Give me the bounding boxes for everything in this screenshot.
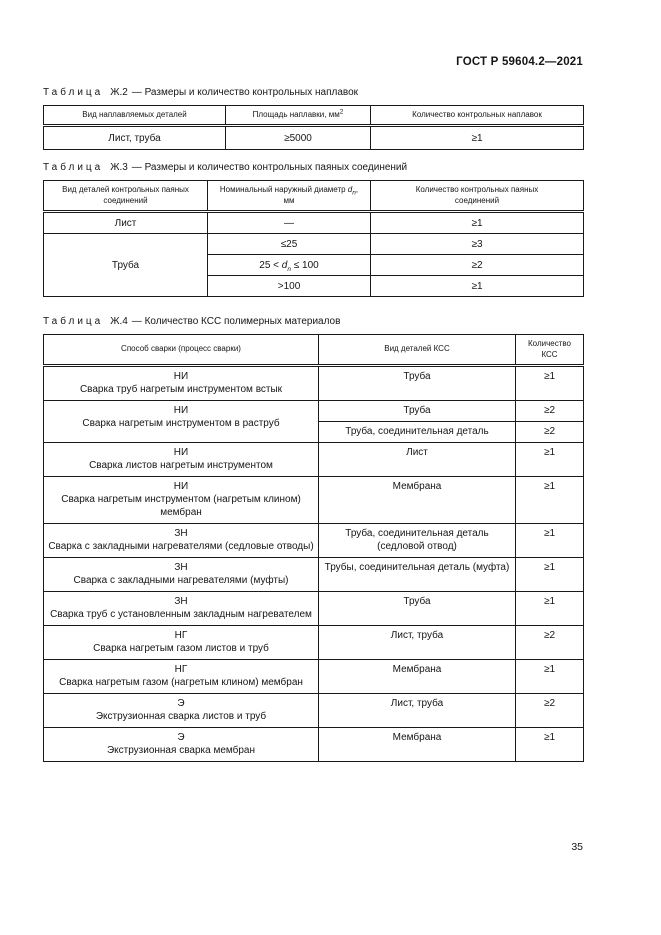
diameter-unit: мм — [283, 195, 295, 205]
detail-kind-cell: Лист, труба — [44, 126, 226, 150]
surfacing-qty-cell: ≥1 — [371, 126, 584, 150]
weld-process-cell — [44, 693, 319, 727]
doc-header: ГОСТ Р 59604.2—2021 — [456, 56, 583, 68]
weld-process-cell — [44, 400, 319, 442]
kss-qty-cell: ≥1 — [516, 727, 584, 761]
kss-qty-cell: ≥2 — [516, 693, 584, 727]
kss-qty-cell: ≥1 — [516, 365, 584, 400]
weld-process-desc: Сварка нагретым газом (нагретым клином) мембран — [59, 676, 303, 688]
weld-process-cell — [44, 523, 319, 557]
kss-detail-cell: Труба, соединительная деталь — [319, 421, 516, 442]
kss-qty-cell: ≥2 — [516, 625, 584, 659]
weld-process-code: НГ — [174, 629, 188, 641]
weld-process-cell — [44, 442, 319, 476]
table-row — [44, 234, 584, 255]
diameter-cell — [208, 255, 371, 276]
weld-process-desc: Экструзионная сварка мембран — [106, 744, 256, 756]
diameter-variable: d — [347, 185, 353, 195]
weld-process-cell — [44, 727, 319, 761]
diameter-range-variable: d — [281, 259, 288, 271]
joint-qty-line1: Количество контрольных паяных — [415, 185, 539, 195]
diameter-range-subscript: n — [287, 265, 291, 273]
table-zh2-header-row — [44, 106, 584, 126]
table-zh3-title-number: Ж.3 — [110, 162, 128, 174]
table-row — [44, 442, 584, 476]
table-zh2 — [43, 105, 584, 150]
surfacing-area-label: Площадь наплавки, мм — [252, 110, 340, 119]
column-header-nominal-diameter — [208, 181, 371, 212]
kss-detail-cell: Трубы, соединительная деталь (муфта) — [319, 557, 516, 591]
weld-process-desc: Сварка труб с установленным закладным нагревателем — [50, 608, 312, 620]
table-row — [44, 625, 584, 659]
diameter-subscript: n — [352, 189, 356, 197]
column-header-weld-process: Способ сварки (процесс сварки) — [44, 335, 319, 366]
table-row — [44, 727, 584, 761]
kss-qty-cell: ≥1 — [516, 557, 584, 591]
kss-qty-line2: КСС — [541, 349, 558, 359]
weld-process-code: ЗН — [174, 561, 188, 573]
kss-detail-cell: Труба — [319, 400, 516, 421]
table-row — [44, 557, 584, 591]
page-content — [43, 87, 583, 762]
diameter-range-pre: 25 < — [259, 259, 282, 271]
kss-detail-cell: Труба — [319, 365, 516, 400]
column-header-joint-qty — [371, 181, 584, 212]
kss-detail-cell: Мембрана — [319, 476, 516, 523]
diameter-cell: — — [208, 212, 371, 234]
weld-process-cell — [44, 591, 319, 625]
kss-detail-cell: Лист — [319, 442, 516, 476]
surfacing-area-superscript: 2 — [339, 108, 344, 116]
kss-detail-cell: Мембрана — [319, 659, 516, 693]
table-row — [44, 523, 584, 557]
table-row — [44, 212, 584, 234]
kss-qty-cell: ≥1 — [516, 476, 584, 523]
table-row — [44, 400, 584, 421]
table-zh3 — [43, 180, 584, 297]
weld-process-desc: Сварка листов нагретым инструментом — [89, 459, 273, 471]
weld-process-code: ЗН — [174, 595, 188, 607]
table-zh4-title — [43, 316, 583, 327]
joint-qty-cell: ≥3 — [371, 234, 584, 255]
table-zh4 — [43, 334, 584, 762]
joint-kind-cell: Труба — [44, 234, 208, 297]
table-zh2-title-text: — Размеры и количество контрольных наплавок — [131, 87, 359, 98]
joint-qty-cell: ≥1 — [371, 276, 584, 297]
table-row — [44, 591, 584, 625]
weld-process-cell — [44, 365, 319, 400]
table-zh3-title-text: — Размеры и количество контрольных паяных соединений — [131, 162, 408, 174]
kss-qty-line1: Количество — [528, 339, 571, 349]
weld-process-cell — [44, 625, 319, 659]
joint-qty-cell: ≥1 — [371, 212, 584, 234]
table-zh4-header-row — [44, 335, 584, 366]
weld-process-desc: Экструзионная сварка листов и труб — [95, 710, 267, 722]
kss-qty-cell: ≥2 — [516, 400, 584, 421]
kss-qty-cell: ≥1 — [516, 442, 584, 476]
weld-process-code: Э — [177, 697, 185, 709]
joint-detail-kind-line2: соединений — [103, 195, 148, 205]
kss-detail-cell: Лист, труба — [319, 625, 516, 659]
diameter-cell: >100 — [208, 276, 371, 297]
joint-qty-line2: соединений — [454, 195, 500, 205]
table-row — [44, 365, 584, 400]
table-zh4-title-number: Ж.4 — [110, 316, 128, 328]
weld-process-code: НИ — [173, 480, 189, 492]
table-zh2-title-word: Таблица — [43, 87, 104, 98]
weld-process-desc: Сварка труб нагретым инструментом встык — [79, 383, 283, 395]
diameter-cell: ≤25 — [208, 234, 371, 255]
kss-detail-cell: Труба, соединительная деталь (седловой отвод) — [319, 523, 516, 557]
table-row — [44, 476, 584, 523]
table-row — [44, 126, 584, 150]
weld-process-desc: Сварка с закладными нагревателями (седловые отводы) — [48, 540, 314, 552]
weld-process-code: Э — [177, 731, 185, 743]
weld-process-code: НИ — [173, 446, 189, 458]
weld-process-code: НИ — [173, 404, 189, 416]
kss-qty-cell: ≥2 — [516, 421, 584, 442]
weld-process-code: НГ — [174, 663, 188, 675]
kss-qty-cell: ≥1 — [516, 591, 584, 625]
weld-process-cell — [44, 476, 319, 523]
surfacing-area-cell: ≥5000 — [226, 126, 371, 150]
weld-process-desc: Сварка с закладными нагревателями (муфты) — [73, 574, 289, 586]
table-zh4-title-text: — Количество КСС полимерных материалов — [131, 316, 341, 328]
table-zh3-header-row — [44, 181, 584, 212]
table-zh4-title-word: Таблица — [43, 316, 104, 328]
weld-process-code: НИ — [173, 370, 189, 382]
column-header-surfacing-area — [226, 106, 371, 126]
diameter-label: Номинальный наружный диаметр — [219, 185, 348, 195]
column-header-detail-kind: Вид наплавляемых деталей — [44, 106, 226, 126]
table-zh3-title-word: Таблица — [43, 162, 104, 174]
table-row — [44, 693, 584, 727]
diameter-comma: , — [355, 185, 359, 195]
kss-qty-cell: ≥1 — [516, 523, 584, 557]
table-zh2-title — [43, 87, 583, 98]
joint-detail-kind-line1: Вид деталей контрольных паяных — [62, 185, 189, 195]
weld-process-desc: Сварка нагретым газом листов и труб — [93, 642, 269, 654]
table-row — [44, 659, 584, 693]
kss-detail-cell: Мембрана — [319, 727, 516, 761]
weld-process-cell — [44, 659, 319, 693]
kss-qty-cell: ≥1 — [516, 659, 584, 693]
column-header-kss-detail: Вид деталей КСС — [319, 335, 516, 366]
kss-detail-cell: Лист, труба — [319, 693, 516, 727]
column-header-joint-detail-kind — [44, 181, 208, 212]
joint-qty-cell: ≥2 — [371, 255, 584, 276]
column-header-kss-qty — [516, 335, 584, 366]
table-zh3-title — [43, 162, 583, 173]
joint-kind-cell: Лист — [44, 212, 208, 234]
diameter-range-post: ≤ 100 — [290, 259, 319, 271]
kss-detail-cell: Труба — [319, 591, 516, 625]
weld-process-cell — [44, 557, 319, 591]
weld-process-code: ЗН — [174, 527, 188, 539]
weld-process-desc: Сварка нагретым инструментом в раструб — [82, 417, 280, 429]
table-zh2-title-number: Ж.2 — [110, 87, 128, 98]
weld-process-desc: Сварка нагретым инструментом (нагретым клином) мембран — [61, 493, 301, 518]
page-number: 35 — [571, 841, 583, 853]
column-header-surfacing-qty: Количество контрольных наплавок — [371, 106, 584, 126]
